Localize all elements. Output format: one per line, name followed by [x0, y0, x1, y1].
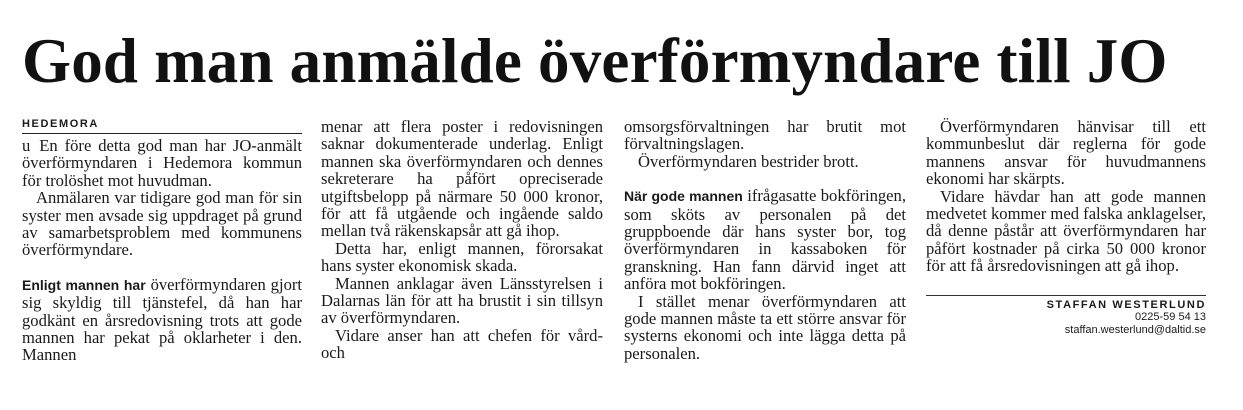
byline: [926, 299, 1206, 337]
byline-email: staffan.westerlund@daltid.se: [1064, 323, 1206, 336]
paragraph: Överförmyndaren hänvisar till ett kommunbeslut där reglerna för gode mannens ansvar för huvudmannens ekonomi har skärpts.: [926, 117, 1206, 189]
paragraph: [22, 276, 302, 364]
paragraph: omsorgsförvaltningen har brutit mot förvaltningslagen.: [624, 117, 906, 154]
headline: God man anmälde överförmyndare till JO: [22, 26, 1168, 96]
paragraph: Mannen anklagar även Länsstyrelsen i Dalarnas län för att ha brustit i sin tillsyn av överförmyndaren.: [321, 273, 603, 328]
article-column-2: [321, 118, 603, 362]
byline-divider: [926, 295, 1206, 296]
paragraph: I stället menar överförmyndaren att gode mannen måste ta ett större ansvar för systerns ekonomi och inte lägga detta på personalen.: [624, 291, 906, 363]
paragraph-text: överförmyndaren gjort sig skyldig till tjänstefel, då han har godkänt en årsredovisning trots att gode mannen har pekat på oklarheter i den. Mannen: [22, 274, 303, 365]
paragraph: Överförmyndaren bestrider brott.: [638, 151, 859, 171]
article-column-1: [22, 118, 302, 364]
paragraph: Vidare anser han att chefen för vård- och: [321, 325, 603, 363]
paragraph: Anmälaren var tidigare god man för sin syster men avsade sig uppdraget på grund av samarbetsproblem med kommunens överförmyndare.: [22, 188, 302, 260]
bullet-marker: u: [22, 136, 31, 155]
paragraph: menar att flera poster i redovisningen saknar dokumenterade underlag. Enligt mannen ska överförmyndaren och dennes sekreterare ha påfört opreciserade utgiftsbelopp på närmare 50 000 kronor, för att få utgående och ingående saldo mellan två räkenskapsår att gå ihop.: [321, 117, 603, 241]
byline-name: STAFFAN WESTERLUND: [1046, 298, 1206, 311]
byline-phone: 0225-59 54 13: [1135, 311, 1206, 324]
paragraph: [624, 187, 906, 292]
paragraph: Vidare hävdar han att gode mannen medvetet kommer med falska anklagelser, då denne påstår att överförmyndaren har påfört kostnader på cirka 50 000 kronor för att få årsredovisningen att gå ihop.: [926, 186, 1206, 276]
paragraph-text: ifrågasatte bokföringen, som sköts av personalen på det gruppboende där hans syster bor, tog överförmyndaren in kassaboken för granskning. Han fann därvid inget att anföra mot bokföringen.: [624, 186, 906, 294]
lead-in: När gode mannen: [624, 188, 743, 205]
lead-in: Enligt mannen har: [22, 276, 146, 293]
dateline: HEDEMORA: [22, 118, 302, 134]
paragraph: Detta har, enligt mannen, förorsakat hans syster ekonomisk skada.: [321, 238, 603, 276]
paragraph: [22, 137, 302, 189]
article-column-4: [926, 118, 1206, 336]
paragraph-text: En före detta god man har JO-anmält överförmyndaren i Hedemora kommun för trolöshet mot huvudman.: [22, 136, 302, 190]
article-column-3: [624, 118, 906, 362]
